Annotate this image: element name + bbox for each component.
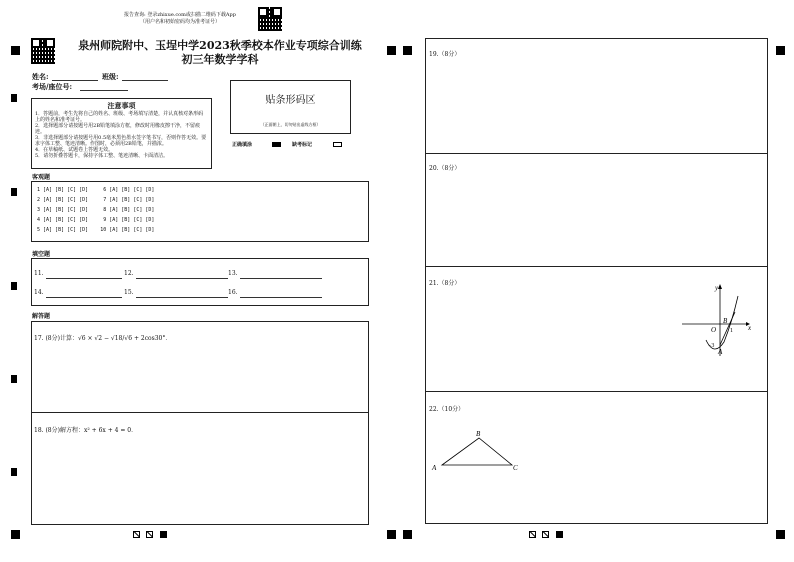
- blank-14-label: 14.: [34, 289, 44, 296]
- page-check-box: [529, 531, 536, 538]
- timing-mark: [11, 468, 17, 476]
- corner-mark-bl: [11, 530, 20, 539]
- corner-mark-tr: [387, 46, 396, 55]
- notice-box: [31, 98, 212, 169]
- question-20: 20.（8分）: [429, 165, 461, 172]
- blank-12[interactable]: [136, 278, 228, 279]
- blank-14[interactable]: [46, 297, 122, 298]
- fill-box: [31, 258, 369, 306]
- blank-11[interactable]: [46, 278, 122, 279]
- y-axis-arrow: [718, 284, 722, 289]
- qr-code-top: [258, 7, 282, 31]
- notice-item: 5．请勿折叠答题卡，保持字体工整、笔迹清晰、卡面清洁。: [35, 153, 169, 159]
- page-check-box: [146, 531, 153, 538]
- class-label: 班级:: [102, 72, 119, 81]
- corner-mark-tr: [776, 46, 785, 55]
- figure-21-parabola: [678, 282, 758, 358]
- name-label: 姓名:: [32, 72, 49, 81]
- exam-seat-field[interactable]: [80, 90, 128, 91]
- label-b: B: [476, 430, 481, 438]
- blank-15[interactable]: [136, 297, 228, 298]
- label-a: A: [432, 464, 437, 472]
- page-check-box: [542, 531, 549, 538]
- corner-mark-br: [387, 530, 396, 539]
- question-22: 22.（10分）: [429, 406, 465, 413]
- question-18: 18. (8分)解方程：x² + 6x + 4 = 0．: [34, 427, 138, 434]
- label-a: A: [718, 348, 723, 356]
- section-objective: 客观题: [32, 174, 51, 181]
- notice-title: 注意事项: [107, 101, 136, 110]
- class-field[interactable]: [122, 80, 168, 81]
- section-fill: 填空题: [32, 251, 51, 258]
- timing-mark: [11, 94, 17, 102]
- label-x: x: [748, 324, 752, 332]
- blank-16-label: 16.: [228, 289, 238, 296]
- section-answer: 解答题: [32, 313, 51, 320]
- page-solid-mark: [556, 531, 563, 538]
- timing-mark: [11, 375, 17, 383]
- exam-seat-label: 考场/座位号:: [32, 82, 73, 91]
- choice-row[interactable]: 2 [A] [B] [C] [D] 7 [A] [B] [C] [D]: [37, 197, 155, 203]
- label-c: C: [513, 464, 518, 472]
- notice-item: 2．选择题部分请按题号用2B铅笔填涂方框，修改时用橡皮擦干净，不留痕迹。: [35, 123, 201, 135]
- question-21: 21.（8分）: [429, 280, 461, 287]
- top-note-2: （用户名和初始密码均为准考证号）: [139, 19, 220, 25]
- blank-12-label: 12.: [124, 270, 134, 277]
- choice-row[interactable]: 4 [A] [B] [C] [D] 9 [A] [B] [C] [D]: [37, 217, 155, 223]
- blank-13[interactable]: [240, 278, 322, 279]
- figure-22-triangle: [428, 426, 528, 476]
- question-17: 17. (8分)计算：√6 × √2 − √18/√6 + 2cos30°．: [34, 335, 172, 342]
- label-b: B: [723, 317, 728, 325]
- name-field[interactable]: [52, 80, 98, 81]
- timing-mark: [11, 188, 17, 196]
- answer-box-18[interactable]: [31, 412, 369, 525]
- absent-box[interactable]: [333, 142, 342, 147]
- label-neg3: −3: [708, 343, 715, 349]
- page-title: 泉州师院附中、玉埕中学2023秋季校本作业专项综合训练: [78, 39, 362, 52]
- timing-mark: [11, 282, 17, 290]
- barcode-area: [230, 80, 351, 134]
- triangle-abc: [442, 438, 512, 465]
- answer-box-19[interactable]: [425, 38, 768, 154]
- blank-15-label: 15.: [124, 289, 134, 296]
- choice-row[interactable]: 3 [A] [B] [C] [D] 8 [A] [B] [C] [D]: [37, 207, 155, 213]
- page-subtitle: 初三年数学学科: [181, 53, 259, 66]
- barcode-hint: （正面朝上，切勿贴出虚线方框）: [260, 122, 321, 127]
- absent-label: 缺考标记: [292, 142, 313, 148]
- blank-13-label: 13.: [228, 270, 238, 277]
- blank-16[interactable]: [240, 297, 322, 298]
- top-note: 报告查询: 登录zhixue.com或扫描二维码下载App: [124, 12, 236, 18]
- label-y: y: [715, 284, 719, 292]
- corner-mark-bl: [403, 530, 412, 539]
- page-solid-mark: [160, 531, 167, 538]
- corner-mark-tl: [11, 46, 20, 55]
- corner-mark-tl: [403, 46, 412, 55]
- objective-box: [31, 181, 369, 242]
- filled-sample: [272, 142, 281, 147]
- blank-11-label: 11.: [34, 270, 44, 277]
- notice-item: 1．答题前，考生先将自己的姓名、班级、考场填写清楚，并认真核对条形码上的姓名和准考证号。: [35, 111, 204, 123]
- question-19: 19.（8分）: [429, 51, 461, 58]
- notice-item: 4．在草稿纸、试题卷上答题无效。: [35, 147, 114, 153]
- notice-item: 3．非选择题部分请按题号用0.5毫米黑色墨水签字笔书写，否则作答无效。要求字体工整、笔迹清晰。作图时，必须用2B铅笔，并描浓。: [35, 135, 207, 147]
- qr-code-left: [31, 38, 55, 64]
- filled-label: 正确填涂: [232, 142, 253, 148]
- choice-row[interactable]: 5 [A] [B] [C] [D] 10 [A] [B] [C] [D]: [37, 227, 155, 233]
- answer-box-17[interactable]: [31, 321, 369, 413]
- corner-mark-br: [776, 530, 785, 539]
- answer-box-20[interactable]: [425, 153, 768, 267]
- label-o: O: [711, 326, 717, 334]
- choice-row[interactable]: 1 [A] [B] [C] [D] 6 [A] [B] [C] [D]: [37, 187, 155, 193]
- barcode-title: 贴条形码区: [265, 95, 316, 106]
- page-check-box: [133, 531, 140, 538]
- label-1: 1: [730, 328, 733, 334]
